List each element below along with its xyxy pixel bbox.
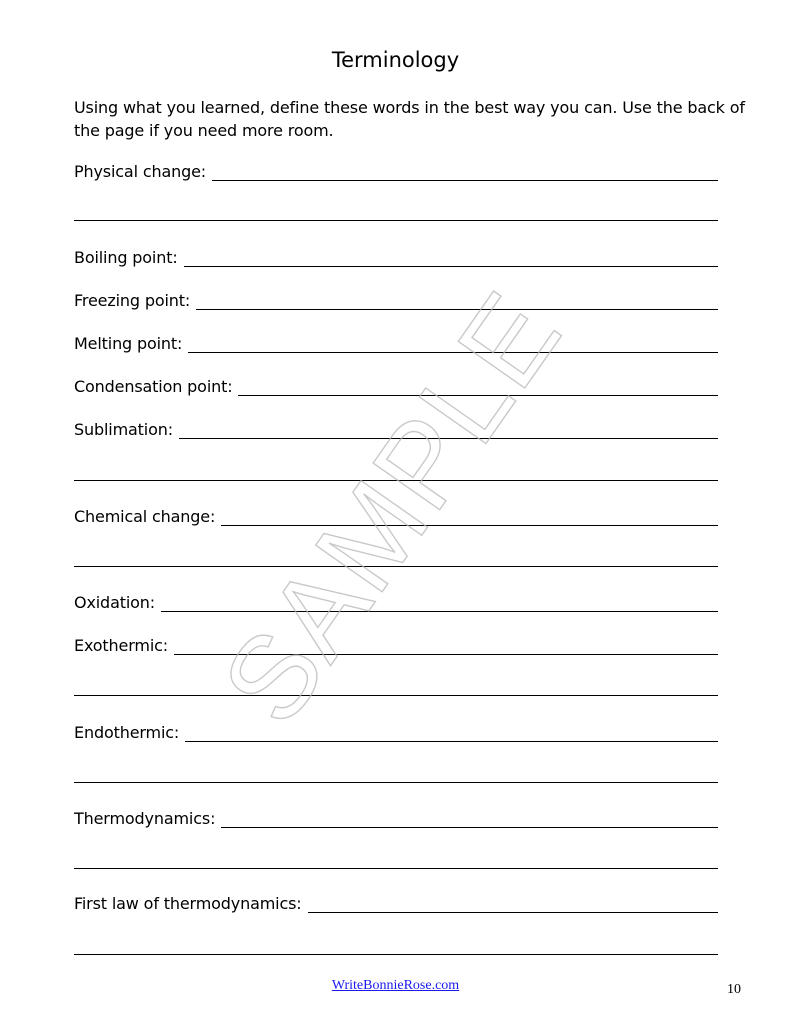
answer-line: [188, 352, 718, 353]
term-row-condensation-point: [74, 373, 718, 397]
term-row-sublimation: [74, 416, 718, 440]
term-row-exothermic: [74, 632, 718, 656]
term-row-oxidation: [74, 589, 718, 613]
term-row-physical-change: [74, 158, 718, 182]
term-label: Boiling point:: [74, 248, 178, 267]
answer-line-row: [74, 198, 718, 222]
answer-line: [212, 180, 718, 181]
term-label: Melting point:: [74, 334, 183, 353]
page-number: 10: [727, 982, 741, 997]
answer-line: [174, 654, 718, 655]
term-label: Exothermic:: [74, 636, 168, 655]
term-row-thermodynamics: [74, 805, 718, 829]
answer-line: [221, 525, 718, 526]
term-label: Chemical change:: [74, 507, 216, 526]
answer-line: [185, 741, 718, 742]
term-row-boiling-point: [74, 244, 718, 268]
answer-line: [74, 782, 718, 783]
term-label: First law of thermodynamics:: [74, 894, 302, 913]
term-label: Oxidation:: [74, 593, 156, 612]
term-label: Sublimation:: [74, 420, 173, 439]
answer-line-row: [74, 544, 718, 568]
answer-line: [74, 868, 718, 869]
answer-line: [184, 266, 718, 267]
website-link[interactable]: WriteBonnieRose.com: [331, 978, 460, 993]
answer-line: [74, 695, 718, 696]
answer-line: [238, 395, 718, 396]
answer-line-row: [74, 760, 718, 784]
answer-line: [196, 309, 718, 310]
term-row-first-law-of-thermodynamics: [74, 890, 718, 914]
answer-line: [308, 912, 718, 913]
page-title: Terminology: [331, 48, 460, 72]
answer-line-row: [74, 458, 718, 482]
answer-line: [74, 566, 718, 567]
term-label: Thermodynamics:: [74, 809, 216, 828]
term-label: Condensation point:: [74, 377, 233, 396]
answer-line-row: [74, 846, 718, 870]
term-row-endothermic: [74, 719, 718, 743]
answer-line: [179, 438, 718, 439]
term-row-melting-point: [74, 330, 718, 354]
term-label: Freezing point:: [74, 291, 191, 310]
answer-line-row: [74, 932, 718, 956]
term-row-chemical-change: [74, 503, 718, 527]
answer-line-row: [74, 673, 718, 697]
answer-line: [74, 480, 718, 481]
sample-watermark: SAMPLE: [197, 269, 587, 747]
answer-line: [221, 827, 718, 828]
term-label: Physical change:: [74, 162, 207, 181]
instructions-text: Using what you learned, define these words in the best way you can. Use the back of the page if you need more room.: [74, 98, 745, 140]
answer-line: [74, 220, 718, 221]
answer-line: [161, 611, 718, 612]
term-row-freezing-point: [74, 287, 718, 311]
answer-line: [74, 954, 718, 955]
term-label: Endothermic:: [74, 723, 180, 742]
